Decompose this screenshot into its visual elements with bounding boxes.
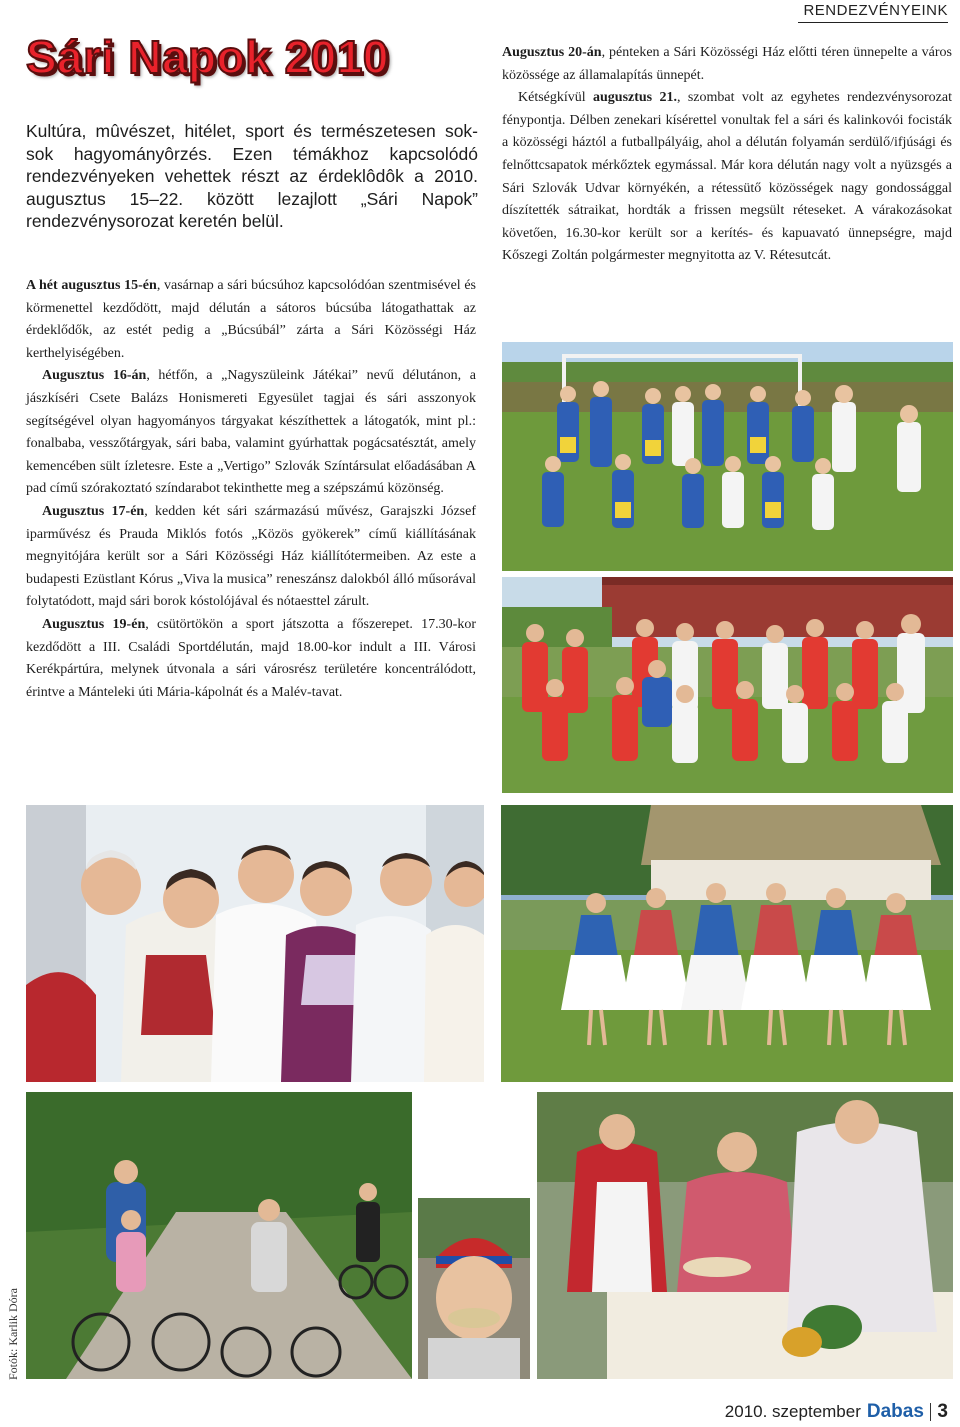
footer-date: 2010. szeptember <box>724 1402 861 1421</box>
photo-credit: Fotók: Karlik Dóra <box>6 1288 20 1380</box>
photo-strudel-tent <box>537 1092 953 1379</box>
photo-folk-dancers <box>501 805 953 1082</box>
article-lead: Kultúra, mûvészet, hitélet, sport és természetesen sok-sok hagyományôrzés. Ezen témákhoz kapcsolódó rendezvényeken vehettek részt az érdeklôdôk a 2010. augusztus 15–22. között lezajlott „Sári Napok” rendezvénysorozat keretén belül. <box>26 121 478 231</box>
paragraph-aug21: Kétségkívül augusztus 21., szombat volt az egyhetes rendezvénysorozat fénypontja. Délben zenekari kísérettel vonultak fel a sári és kalinkovói focisták a közösségi háztól a futballpályáig, ahol a délután folyamán serdülő/ifjúsági és felnőttcsapatok mérkőztek egymással. Már kora délután nagy volt a nyüzsgés a Sári Szlovák Udvar környékén, a rétessütő közösségek nagy gondossággal díszítették sátraikat, hordták a frissen megsült réteseket. A várakozásokat követően, 16.30-kor került sor a kerítés- és kapuavató ünnepségre, majd Kőszegi Zoltán polgármester megnyitotta az V. Rétesutcát. <box>502 90 952 264</box>
footer-brand: Dabas <box>866 1401 924 1422</box>
paragraph-aug17: Augusztus 17-én, kedden két sári származású művész, Garajszki József iparművész és Prauda Miklós fotós „Közös gyökerek” című kiállításának megnyitójára került sor a Sári Közösségi Ház kiállítótermeiben. Az este a budapesti Ezüstlant Kórus „Viva la musica” reneszánsz dalokból álló műsorával folytatódott, majd sári borok kóstolójával és nótaesttel zárult. <box>26 503 477 610</box>
right-column <box>502 42 952 268</box>
paragraph-aug20: Augusztus 20-án, pénteken a Sári Közösségi Ház előtti téren ünnepelte a város közössége az államalapítás ünnepét. <box>502 45 952 83</box>
article-title: Sári Napok 2010 <box>26 31 389 83</box>
section-header: RENDEZVÉNYEINK <box>798 2 948 23</box>
page-footer <box>725 1401 948 1423</box>
photo-bicycle-tour <box>26 1092 412 1379</box>
photo-adult-team <box>502 577 953 793</box>
photo-boy-eating <box>418 1198 530 1379</box>
paragraph-aug19: Augusztus 19-én, csütörtökön a sport játszotta a főszerepet. 17.30-kor kezdődött a III. Családi Sportdélután, majd 18.00-kor indult a III. Városi Kerékpártúra, melynek útvonala a sári városrész területére koncentrálódott, érintve a Mánteleki úti Mária-kápolnát és a Malév-tavat. <box>26 616 476 700</box>
paragraph-aug16: Augusztus 16-án, hétfőn, a „Nagyszüleink Játékai” nevű délutánon, a jászkíséri Csete Balázs Honismereti Egyesület tagjai és sári asszonyok segítségével olyan hagyományos tárgyakat készíthettek a látogatók, mint pl.: fonalbaba, vesszőtárgyak, sári baba, valamint gyúrhattak pogácsatésztát, amely kemencében sült ízletesre. Este a „Vertigo” Szlovák Színtársulat előadásában A pad című szórakoztató színdarabot tekinthette meg a szépszámú közönség. <box>26 368 476 497</box>
photo-exhibition-group <box>26 805 484 1082</box>
page-number: 3 <box>937 1401 948 1422</box>
left-column <box>26 275 476 704</box>
footer-divider <box>930 1403 932 1421</box>
paragraph-aug15: A hét augusztus 15-én, vasárnap a sári búcsúhoz kapcsolódóan szentmisével és körmenettel kezdődött, majd délután a sátoros búcsúba látogathattak az érdeklődők, az estét pedig a „Búcsúbál” zárta a Sári Közösségi Ház kerthelyiségében. <box>26 278 477 361</box>
photo-kids-team <box>502 342 953 571</box>
